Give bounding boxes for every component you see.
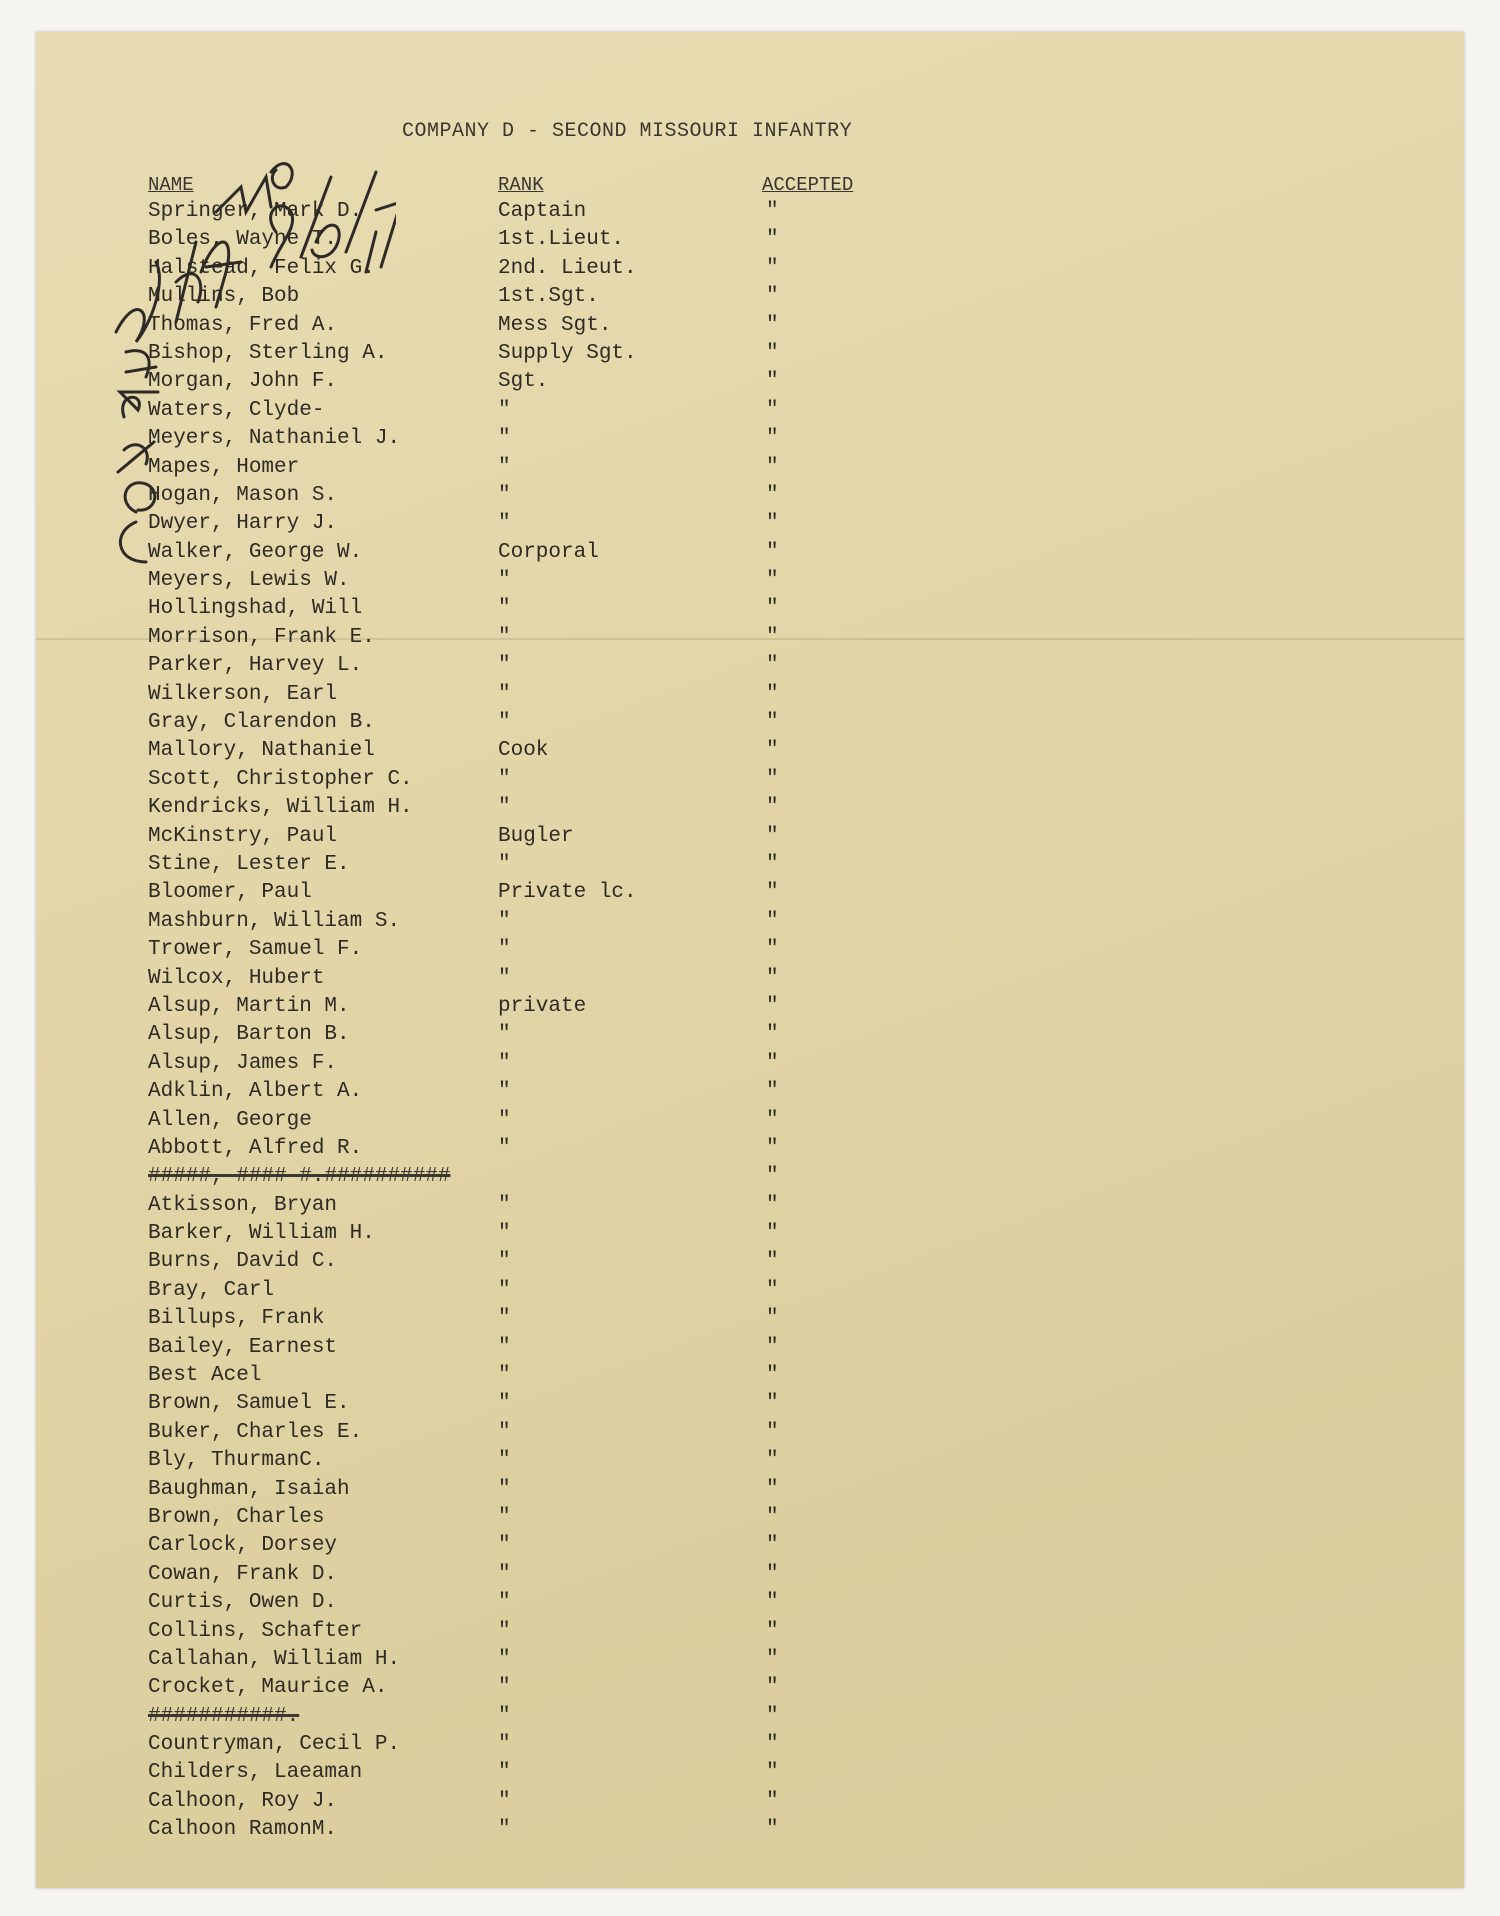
roster-name: Alsup, James F. <box>148 1051 338 1075</box>
roster-accepted: " <box>766 1591 779 1615</box>
roster-accepted: " <box>766 852 779 876</box>
roster-row <box>36 200 1464 228</box>
roster-name: #####, #### #.########## <box>148 1165 451 1189</box>
roster-accepted: " <box>766 767 779 791</box>
roster-row <box>36 1109 1464 1137</box>
document-page <box>36 32 1464 1888</box>
roster-rank: " <box>498 1222 511 1246</box>
roster-name: Mapes, Homer <box>148 455 300 479</box>
roster-rank: Captain <box>498 200 587 223</box>
roster-row <box>36 314 1464 342</box>
roster-accepted: " <box>766 1307 779 1331</box>
roster-row <box>36 1449 1464 1477</box>
roster-list <box>36 200 1464 1847</box>
roster-rank: " <box>498 796 511 820</box>
roster-row <box>36 1250 1464 1278</box>
roster-name: Mashburn, William S. <box>148 909 401 933</box>
roster-row <box>36 370 1464 398</box>
roster-name: Curtis, Owen D. <box>148 1591 338 1615</box>
roster-name: McKinstry, Paul <box>148 824 338 848</box>
roster-rank: " <box>498 1676 511 1700</box>
roster-name: Best Acel <box>148 1364 262 1388</box>
roster-name: Waters, Clyde- <box>148 398 325 422</box>
roster-accepted: " <box>766 1108 779 1132</box>
roster-rank: " <box>498 682 511 706</box>
roster-row <box>36 995 1464 1023</box>
roster-accepted: " <box>766 285 779 309</box>
roster-accepted: " <box>766 881 779 905</box>
roster-accepted: " <box>766 569 779 593</box>
roster-rank: Corporal <box>498 540 599 564</box>
roster-name: Brown, Charles <box>148 1505 325 1529</box>
roster-rank: " <box>498 455 511 479</box>
roster-name: Kendricks, William H. <box>148 796 413 820</box>
roster-accepted: " <box>766 540 779 564</box>
roster-accepted: " <box>766 1023 779 1047</box>
roster-accepted: " <box>766 1562 779 1586</box>
roster-row <box>36 1620 1464 1648</box>
roster-row <box>36 1676 1464 1704</box>
roster-rank: " <box>498 1477 511 1501</box>
roster-rank: " <box>498 398 511 422</box>
roster-rank: 1st.Lieut. <box>498 228 625 252</box>
roster-row <box>36 1563 1464 1591</box>
roster-accepted: " <box>766 796 779 820</box>
roster-name: Boles, Wayne T. <box>148 228 338 252</box>
column-header-accepted: ACCEPTED <box>762 174 854 196</box>
roster-row <box>36 1165 1464 1193</box>
roster-name: Meyers, Lewis W. <box>148 569 350 593</box>
roster-accepted: " <box>766 341 779 365</box>
roster-rank: " <box>498 1534 511 1558</box>
roster-name: Morgan, John F. <box>148 370 338 394</box>
roster-rank: " <box>498 1335 511 1359</box>
roster-rank: " <box>498 1364 511 1388</box>
roster-rank: Supply Sgt. <box>498 341 637 365</box>
roster-row <box>36 456 1464 484</box>
roster-row <box>36 342 1464 370</box>
roster-rank: Bugler <box>498 824 574 848</box>
roster-accepted: " <box>766 483 779 507</box>
roster-accepted: " <box>766 1704 779 1728</box>
roster-rank: " <box>498 1108 511 1132</box>
roster-rank: " <box>498 1562 511 1586</box>
roster-rank: Sgt. <box>498 370 549 394</box>
roster-name: Dwyer, Harry J. <box>148 512 338 536</box>
roster-accepted: " <box>766 1222 779 1246</box>
roster-row <box>36 1222 1464 1250</box>
roster-name: Thomas, Fred A. <box>148 313 338 337</box>
roster-accepted: " <box>766 1420 779 1444</box>
roster-name: Childers, Laeaman <box>148 1761 363 1785</box>
roster-rank: " <box>498 938 511 962</box>
roster-row <box>36 541 1464 569</box>
document-title: COMPANY D - SECOND MISSOURI INFANTRY <box>402 120 853 143</box>
roster-rank: " <box>498 1392 511 1416</box>
roster-rank: " <box>498 767 511 791</box>
roster-accepted: " <box>766 1789 779 1813</box>
roster-accepted: " <box>766 1364 779 1388</box>
roster-row <box>36 257 1464 285</box>
roster-row <box>36 1534 1464 1562</box>
roster-rank: " <box>498 1307 511 1331</box>
roster-name: Mallory, Nathaniel <box>148 739 375 763</box>
roster-accepted: " <box>766 455 779 479</box>
roster-name: Burns, David C. <box>148 1250 338 1274</box>
roster-row <box>36 1279 1464 1307</box>
roster-row <box>36 967 1464 995</box>
roster-accepted: " <box>766 1477 779 1501</box>
roster-accepted: " <box>766 1335 779 1359</box>
roster-rank: Private lc. <box>498 881 637 905</box>
roster-name: Brown, Samuel E. <box>148 1392 350 1416</box>
roster-row <box>36 1790 1464 1818</box>
roster-name: Bray, Carl <box>148 1278 275 1302</box>
roster-name: Allen, George <box>148 1108 312 1132</box>
roster-rank: " <box>498 1080 511 1104</box>
roster-rank: " <box>498 1619 511 1643</box>
roster-accepted: " <box>766 313 779 337</box>
roster-row <box>36 228 1464 256</box>
roster-rank: " <box>498 1193 511 1217</box>
roster-row <box>36 1052 1464 1080</box>
roster-row <box>36 711 1464 739</box>
roster-accepted: " <box>766 1193 779 1217</box>
roster-accepted: " <box>766 1676 779 1700</box>
roster-row <box>36 938 1464 966</box>
roster-rank: 2nd. Lieut. <box>498 256 637 280</box>
roster-accepted: " <box>766 1619 779 1643</box>
roster-accepted: " <box>766 398 779 422</box>
roster-rank: " <box>498 1449 511 1473</box>
roster-rank: " <box>498 597 511 621</box>
roster-rank: " <box>498 852 511 876</box>
roster-name: Trower, Samuel F. <box>148 938 363 962</box>
roster-rank: private <box>498 994 587 1018</box>
roster-name: Alsup, Martin M. <box>148 994 350 1018</box>
roster-row <box>36 1648 1464 1676</box>
roster-row <box>36 1364 1464 1392</box>
roster-accepted: " <box>766 370 779 394</box>
roster-row <box>36 569 1464 597</box>
roster-row <box>36 1506 1464 1534</box>
roster-name: Adklin, Albert A. <box>148 1080 363 1104</box>
roster-accepted: " <box>766 625 779 649</box>
roster-name: Alsup, Barton B. <box>148 1023 350 1047</box>
roster-row <box>36 1761 1464 1789</box>
roster-accepted: " <box>766 909 779 933</box>
roster-row <box>36 285 1464 313</box>
roster-rank: " <box>498 1789 511 1813</box>
roster-rank: " <box>498 909 511 933</box>
roster-rank: Cook <box>498 739 549 763</box>
roster-rank: " <box>498 1505 511 1529</box>
roster-row <box>36 1733 1464 1761</box>
roster-row <box>36 1591 1464 1619</box>
roster-row <box>36 1818 1464 1846</box>
roster-accepted: " <box>766 994 779 1018</box>
roster-accepted: " <box>766 1165 779 1189</box>
roster-name: Walker, George W. <box>148 540 363 564</box>
roster-rank: Mess Sgt. <box>498 313 612 337</box>
roster-accepted: " <box>766 597 779 621</box>
roster-name: Baughman, Isaiah <box>148 1477 350 1501</box>
roster-row <box>36 1421 1464 1449</box>
roster-name: Meyers, Nathaniel J. <box>148 427 401 451</box>
roster-accepted: " <box>766 512 779 536</box>
roster-accepted: " <box>766 1761 779 1785</box>
roster-name: Crocket, Maurice A. <box>148 1676 388 1700</box>
roster-row <box>36 796 1464 824</box>
roster-row <box>36 512 1464 540</box>
roster-accepted: " <box>766 1250 779 1274</box>
roster-accepted: " <box>766 427 779 451</box>
roster-row <box>36 1194 1464 1222</box>
column-header-name: NAME <box>148 174 194 196</box>
roster-rank: " <box>498 1278 511 1302</box>
roster-name: Bly, ThurmanC. <box>148 1449 325 1473</box>
roster-accepted: " <box>766 711 779 735</box>
roster-accepted: " <box>766 824 779 848</box>
roster-rank: 1st.Sgt. <box>498 285 599 309</box>
roster-name: Atkisson, Bryan <box>148 1193 338 1217</box>
roster-rank: " <box>498 1136 511 1160</box>
roster-accepted: " <box>766 739 779 763</box>
roster-name: Cowan, Frank D. <box>148 1562 338 1586</box>
roster-accepted: " <box>766 1136 779 1160</box>
roster-rank: " <box>498 1051 511 1075</box>
roster-row <box>36 1705 1464 1733</box>
roster-name: Calhoon RamonM. <box>148 1818 338 1842</box>
roster-name: Wilcox, Hubert <box>148 966 325 990</box>
roster-rank: " <box>498 1761 511 1785</box>
roster-name: Wilkerson, Earl <box>148 682 338 706</box>
roster-row <box>36 654 1464 682</box>
roster-row <box>36 1392 1464 1420</box>
roster-name: Stine, Lester E. <box>148 852 350 876</box>
roster-name: Buker, Charles E. <box>148 1420 363 1444</box>
roster-row <box>36 597 1464 625</box>
roster-name: Mullins, Bob <box>148 285 300 309</box>
roster-accepted: " <box>766 200 779 223</box>
roster-row <box>36 626 1464 654</box>
roster-rank: " <box>498 483 511 507</box>
roster-name: Barker, William H. <box>148 1222 375 1246</box>
roster-row <box>36 399 1464 427</box>
roster-name: Calhoon, Roy J. <box>148 1789 338 1813</box>
roster-rank: " <box>498 654 511 678</box>
roster-row <box>36 484 1464 512</box>
roster-rank: " <box>498 966 511 990</box>
roster-row <box>36 1137 1464 1165</box>
roster-rank: " <box>498 1733 511 1757</box>
roster-accepted: " <box>766 1733 779 1757</box>
roster-name: Bailey, Earnest <box>148 1335 338 1359</box>
roster-row <box>36 853 1464 881</box>
roster-accepted: " <box>766 1051 779 1075</box>
roster-row <box>36 683 1464 711</box>
roster-name: Morrison, Frank E. <box>148 625 375 649</box>
roster-accepted: " <box>766 654 779 678</box>
roster-row <box>36 768 1464 796</box>
roster-rank: " <box>498 1818 511 1842</box>
roster-accepted: " <box>766 1818 779 1842</box>
roster-rank: " <box>498 1420 511 1444</box>
roster-name: Bishop, Sterling A. <box>148 341 388 365</box>
roster-row <box>36 1478 1464 1506</box>
roster-name: Billups, Frank <box>148 1307 325 1331</box>
roster-name: Bloomer, Paul <box>148 881 312 905</box>
roster-accepted: " <box>766 1278 779 1302</box>
roster-accepted: " <box>766 1392 779 1416</box>
roster-rank: " <box>498 569 511 593</box>
roster-accepted: " <box>766 1505 779 1529</box>
roster-name: Hollingshad, Will <box>148 597 363 621</box>
roster-row <box>36 739 1464 767</box>
roster-accepted: " <box>766 938 779 962</box>
roster-name: Countryman, Cecil P. <box>148 1733 401 1757</box>
roster-name: Gray, Clarendon B. <box>148 711 375 735</box>
roster-row <box>36 1336 1464 1364</box>
roster-rank: " <box>498 1250 511 1274</box>
roster-name: Carlock, Dorsey <box>148 1534 338 1558</box>
column-header-rank: RANK <box>498 174 544 196</box>
roster-accepted: " <box>766 1449 779 1473</box>
roster-accepted: " <box>766 1080 779 1104</box>
roster-row <box>36 427 1464 455</box>
roster-row <box>36 825 1464 853</box>
roster-row <box>36 910 1464 938</box>
roster-row <box>36 1307 1464 1335</box>
roster-name: Parker, Harvey L. <box>148 654 363 678</box>
roster-rank: " <box>498 711 511 735</box>
roster-row <box>36 881 1464 909</box>
roster-name: ###########. <box>148 1704 300 1728</box>
roster-accepted: " <box>766 256 779 280</box>
roster-row <box>36 1080 1464 1108</box>
roster-name: Callahan, William H. <box>148 1647 401 1671</box>
roster-rank: " <box>498 427 511 451</box>
roster-accepted: " <box>766 966 779 990</box>
roster-name: Hogan, Mason S. <box>148 483 338 507</box>
roster-rank: " <box>498 512 511 536</box>
roster-accepted: " <box>766 1647 779 1671</box>
roster-rank: " <box>498 1647 511 1671</box>
roster-rank: " <box>498 625 511 649</box>
roster-rank: " <box>498 1704 511 1728</box>
roster-accepted: " <box>766 228 779 252</box>
roster-accepted: " <box>766 1534 779 1558</box>
roster-rank: " <box>498 1023 511 1047</box>
roster-name: Springer, Mark D. <box>148 200 363 223</box>
roster-name: Halstead, Felix G. <box>148 256 375 280</box>
roster-name: Scott, Christopher C. <box>148 767 413 791</box>
roster-rank: " <box>498 1591 511 1615</box>
roster-name: Collins, Schafter <box>148 1619 363 1643</box>
roster-row <box>36 1023 1464 1051</box>
roster-name: Abbott, Alfred R. <box>148 1136 363 1160</box>
roster-accepted: " <box>766 682 779 706</box>
